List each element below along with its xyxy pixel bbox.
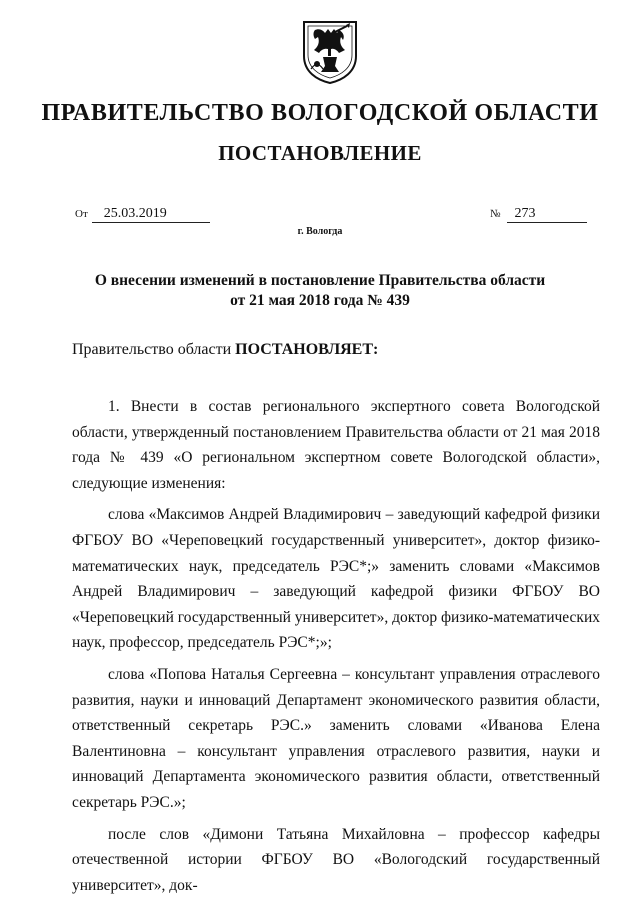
- document-type: ПОСТАНОВЛЕНИЕ: [218, 141, 422, 165]
- decree-verb: ПОСТАНОВЛЯЕТ:: [235, 341, 379, 358]
- date-line: [75, 205, 210, 223]
- document-body: [72, 394, 600, 904]
- paragraph: 1. Внести в состав регионального экспертного совета Вологодской области, утвержденный постановлением Правительства области от 21 мая 2018 года № 439 «О региональном экспертном совете Вологодской области», следующие изменения:: [72, 398, 600, 492]
- document-date: 25.03.2019: [92, 206, 210, 223]
- paragraph: слова «Попова Наталья Сергеевна – консультант управления отраслевого развития, науки и инноваций Департамент экономического развития области, ответственный секретарь РЭС.» заменить словами «Иванова Елена Валентиновна – консультант управления отраслевого развития, науки и инноваций Департамента экономического развития области, ответственный секретарь РЭС.»;: [72, 665, 600, 811]
- subject-line-1: О внесении изменений в постановление Правительства области: [94, 272, 546, 289]
- decree-lead: Правительство области: [72, 341, 232, 358]
- city-label: г. Вологда: [297, 226, 343, 237]
- vologda-coat-of-arms-icon: [301, 20, 359, 84]
- paragraph: после слов «Димони Татьяна Михайловна – профессор кафедры отечественной истории ФГБОУ ВО «Вологодский государственный университет», док-: [72, 825, 600, 894]
- government-title: ПРАВИТЕЛЬСТВО ВОЛОГОДСКОЙ ОБЛАСТИ: [41, 100, 599, 126]
- number-prefix: №: [490, 208, 501, 220]
- decree-line: [72, 341, 378, 359]
- document-subject: [0, 271, 640, 311]
- number-line: [490, 205, 587, 223]
- subject-line-2: от 21 мая 2018 года № 439: [230, 292, 410, 309]
- paragraph: слова «Максимов Андрей Владимирович – заведующий кафедрой физики ФГБОУ ВО «Череповецкий государственный университет», доктор физико-математических наук, председатель РЭС*;» заменить словами «Максимов Андрей Владимирович – заведующий кафедрой физики ФГБОУ ВО «Череповецкий государственный университет», доктор физико-математических наук, профессор, председатель РЭС*;»;: [72, 506, 600, 652]
- document-number: 273: [507, 206, 587, 223]
- date-prefix: От: [75, 208, 88, 220]
